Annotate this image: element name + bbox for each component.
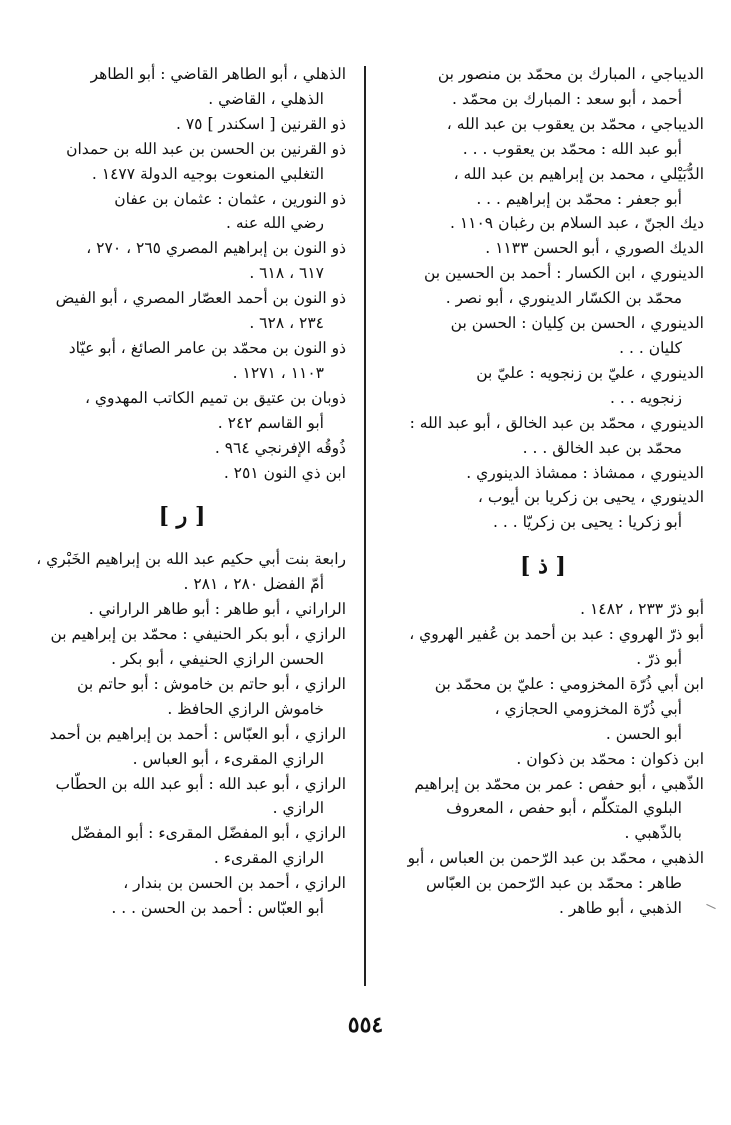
entry-continuation-line: أبو جعفر : محمّد بن إبراهيم . . .: [476, 189, 682, 208]
entry-continuation-line: طاهر : محمّد بن عبد الرّحمن بن العبّاس: [426, 874, 682, 893]
entry-continuation-line: أبو زكريا : يحيى بن زكريّا . . .: [493, 513, 682, 532]
index-entry: [18, 597, 346, 622]
entry-line: الدينوري ، ابن الكسار : أحمد بن الحسين بن: [423, 264, 704, 283]
index-entry: [18, 386, 346, 436]
index-entry: [18, 622, 346, 672]
index-entry: [18, 286, 346, 336]
index-entry: [382, 162, 704, 212]
index-entry: [382, 747, 704, 772]
entry-line: الذهلي ، أبو الطاهر القاضي : أبو الطاهر: [90, 65, 346, 83]
entry-line: الرازي ، أبو بكر الحنيفي : محمّد بن إبراهيم بن: [50, 625, 346, 644]
entry-continuation-line: أبو الحسن .: [605, 724, 682, 743]
entry-line: الرازي ، أبو المفضّل المقرىء : أبو المفضّل: [70, 824, 346, 843]
entry-line: الرازي ، أبو حاتم بن خاموش : أبو حاتم بن: [77, 674, 346, 693]
entry-continuation-line: ٢٣٤ ، ٦٢٨ .: [249, 314, 324, 333]
entry-line: الرازي ، أبو عبد الله : أبو عبد الله بن الحطّاب: [55, 774, 346, 793]
index-entry: [18, 772, 346, 822]
index-entry: [382, 261, 704, 311]
entry-line: ديك الجنّ ، عبد السلام بن رغبان ١١٠٩ .: [449, 214, 704, 233]
section-heading: [ ذ ]: [520, 553, 566, 580]
entry-line: الراراني ، أبو طاهر : أبو طاهر الراراني .: [88, 600, 346, 619]
entry-continuation-line: خاموش الرازي الحافظ .: [167, 699, 324, 718]
entry-continuation-line: ١١٠٣ ، ١٢٧١ .: [232, 363, 324, 382]
entry-continuation-line: أحمد ، أبو سعد : المبارك بن محمّد .: [452, 89, 682, 108]
entry-continuation-line: أمّ الفضل ٢٨٠ ، ٢٨١ .: [183, 575, 324, 594]
index-entry: [18, 112, 346, 137]
index-entry: [382, 622, 704, 672]
index-entry: [382, 772, 704, 847]
index-entry: [18, 62, 346, 112]
entry-line: الديباجي ، المبارك بن محمّد بن منصور بن: [437, 65, 704, 83]
entry-line: الديباجي ، محمّد بن يعقوب بن عبد الله ،: [446, 114, 704, 133]
entry-continuation-line: أبي ذُرّة المخزومي الحجازي ،: [494, 699, 682, 718]
entry-continuation-line: أبو القاسم ٢٤٢ .: [217, 413, 324, 432]
entry-line: ابن أبي ذُرّة المخزومي : عليّ بن محمّد بن: [434, 674, 704, 693]
index-entry: [382, 62, 704, 112]
entry-line: الدينوري ، الحسن بن كِليان : الحسن بن: [450, 314, 704, 333]
index-entry: [382, 236, 704, 261]
entry-continuation-line: رضي الله عنه .: [226, 214, 324, 233]
entry-line: ذو النون بن أحمد العصّار المصري ، أبو الفيض: [55, 289, 346, 308]
entry-continuation-line: محمّد بن الكسّار الدينوري ، أبو نصر .: [445, 289, 682, 308]
entry-continuation-line: الذهلي ، القاضي .: [208, 89, 324, 108]
entry-line: ابن ذكوان : محمّد بن ذكوان .: [516, 749, 704, 768]
index-entry: [18, 137, 346, 187]
entry-line: الدُّبَيْلي ، محمد بن إبراهيم بن عبد الله ،: [453, 164, 704, 183]
entry-continuation-line: أبو عبد الله : محمّد بن يعقوب . . .: [462, 139, 682, 158]
index-entry: [18, 336, 346, 386]
index-column-right: [382, 62, 704, 921]
index-entry: [382, 311, 704, 361]
entry-line: ابن ذي النون ٢٥١ .: [223, 463, 346, 482]
index-entry: [18, 547, 346, 597]
entry-line: ذو النورين ، عثمان : عثمان بن عفان: [114, 189, 346, 208]
entry-continuation-line: بالذّهبي .: [624, 824, 682, 843]
entry-continuation-line: الرازي المقرىء .: [213, 849, 324, 868]
entry-continuation-line: البلوي المتكلّم ، أبو حفص ، المعروف: [446, 799, 682, 818]
entry-line: ذو النون بن محمّد بن عامر الصائغ ، أبو عيّاد: [68, 338, 346, 357]
index-entry: [18, 871, 346, 921]
entry-line: الدينوري ، محمّد بن عبد الخالق ، أبو عبد الله :: [409, 413, 704, 432]
entry-continuation-line: الذهبي ، أبو طاهر .: [559, 899, 682, 918]
entry-continuation-line: الرازي .: [272, 799, 324, 818]
entry-line: الرازي ، أحمد بن الحسن بن بندار ،: [123, 874, 346, 893]
index-entry: [382, 846, 704, 921]
column-divider: [364, 66, 366, 986]
index-entry: [18, 436, 346, 461]
index-entry: [382, 461, 704, 486]
index-entry: [382, 411, 704, 461]
index-entry: [18, 461, 346, 486]
entry-line: ذو النون بن إبراهيم المصري ٢٦٥ ، ٢٧٠ ،: [86, 239, 346, 258]
entry-line: الذّهبي ، أبو حفص : عمر بن محمّد بن إبراهيم: [414, 774, 704, 793]
entry-line: ذو القرنين بن الحسن بن عبد الله بن حمدان: [66, 139, 346, 158]
entry-line: أبو ذرّ الهروي : عبد بن أحمد بن عُفير الهروي ،: [409, 625, 704, 644]
entry-continuation-line: التغلبي المنعوت بوجيه الدولة ١٤٧٧ .: [91, 164, 324, 183]
entry-line: الدينوري ، عليّ بن زنجويه : عليّ بن: [476, 363, 704, 382]
entry-line: الرازي ، أبو العبّاس : أحمد بن إبراهيم بن أحمد: [49, 724, 346, 743]
entry-continuation-line: أبو ذرّ .: [636, 650, 682, 669]
entry-continuation-line: الحسن الرازي الحنيفي ، أبو بكر .: [111, 650, 324, 669]
entry-continuation-line: الرازي المقرىء ، أبو العباس .: [132, 749, 324, 768]
entry-continuation-line: أبو العبّاس : أحمد بن الحسن . . .: [111, 899, 324, 918]
index-entry: [18, 722, 346, 772]
index-entry: [382, 485, 704, 535]
entry-line: أبو ذرّ ٢٣٣ ، ١٤٨٢ .: [580, 600, 704, 619]
index-entry: [18, 236, 346, 286]
index-column-left: [18, 62, 346, 921]
entry-line: ذُوقُه الإفرنجي ٩٦٤ .: [214, 438, 346, 457]
entry-line: الدينوري ، ممشاذ : ممشاذ الدينوري .: [466, 463, 704, 482]
entry-line: ذو القرنين [ اسكندر ] ٧٥ .: [176, 114, 346, 133]
index-entry: [382, 672, 704, 747]
index-entry: [382, 112, 704, 162]
index-entry: [382, 211, 704, 236]
entry-line: ذوبان بن عتيق بن تميم الكاتب المهدوي ،: [84, 388, 346, 407]
index-entry: [18, 821, 346, 871]
entry-continuation-line: محمّد بن عبد الخالق . . .: [522, 438, 682, 457]
index-entry: [18, 187, 346, 237]
index-entry: [18, 672, 346, 722]
entry-line: الذهبي ، محمّد بن عبد الرّحمن بن العباس ، أبو: [407, 849, 704, 868]
page-number: ٥٥٤: [347, 1012, 384, 1038]
index-entry: [382, 597, 704, 622]
entry-continuation-line: زنجويه . . .: [610, 388, 682, 407]
scan-artifact-mark: [706, 904, 715, 909]
entry-continuation-line: ٦١٧ ، ٦١٨ .: [249, 264, 324, 283]
entry-line: رابعة بنت أبي حكيم عبد الله بن إبراهيم الخَبْري ،: [36, 550, 346, 569]
entry-line: الديك الصوري ، أبو الحسن ١١٣٣ .: [485, 239, 704, 258]
section-heading: [ ر ]: [158, 503, 206, 530]
entry-continuation-line: كليان . . .: [619, 338, 682, 357]
entry-line: الدينوري ، يحيى بن زكريا بن أيوب ،: [477, 488, 704, 507]
index-entry: [382, 361, 704, 411]
